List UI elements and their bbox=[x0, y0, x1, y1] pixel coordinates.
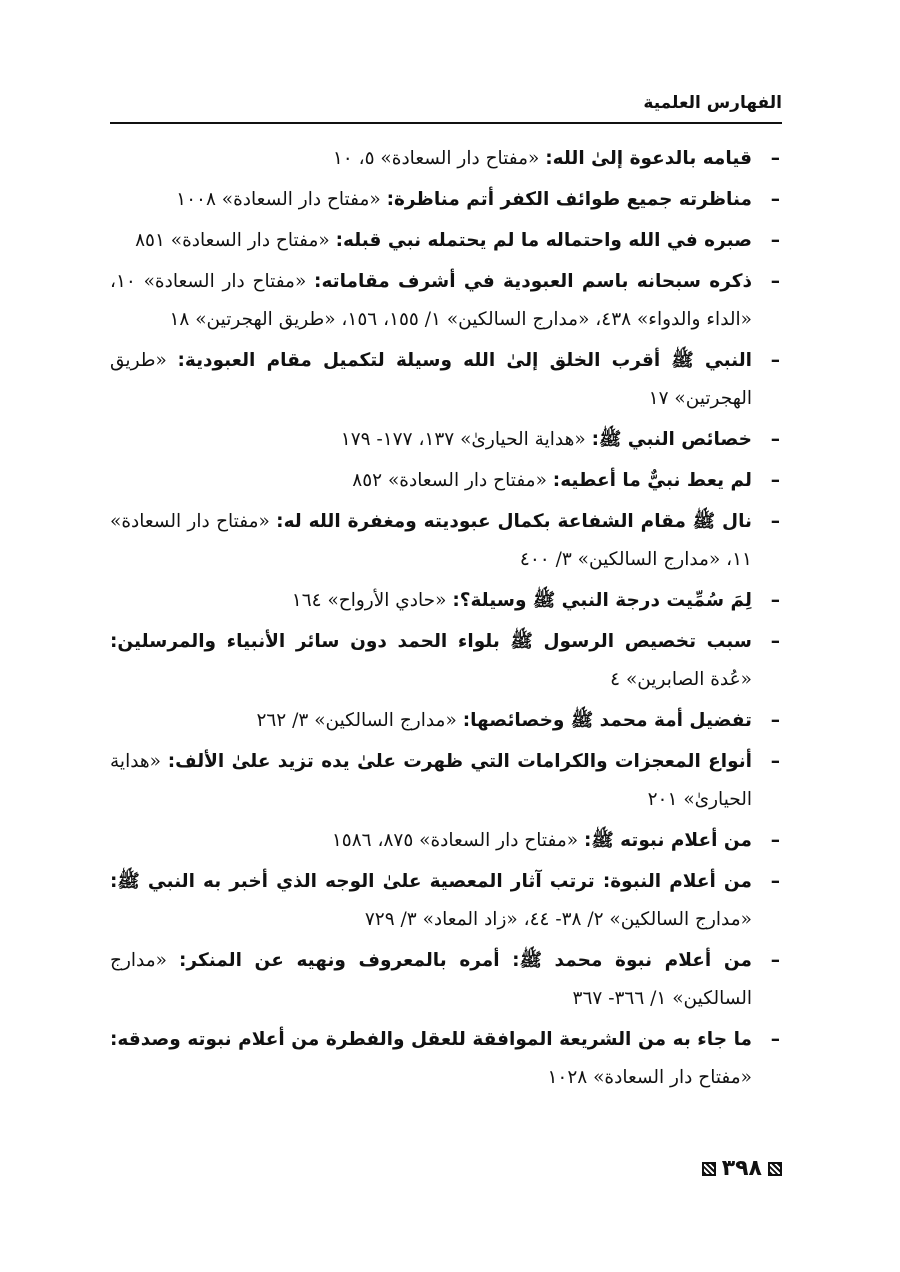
entry-topic: نال ﷺ مقام الشفاعة بكمال عبوديته ومغفرة الله له: bbox=[276, 511, 752, 532]
entry-topic: من أعلام نبوته ﷺ: bbox=[583, 830, 752, 851]
entry-refs: «هداية الحيارىٰ» ١٣٧، ١٧٧- ١٧٩ bbox=[340, 429, 586, 450]
entry-refs: «مفتاح دار السعادة» ١٠٢٨ bbox=[547, 1067, 752, 1088]
entry-dash: – bbox=[770, 590, 780, 611]
entry-dash: – bbox=[770, 871, 780, 892]
index-entry bbox=[110, 222, 782, 260]
entry-refs: «هداية الحيارىٰ» ٢٠١ bbox=[110, 751, 752, 810]
index-entry bbox=[110, 462, 782, 500]
header-rule bbox=[110, 122, 782, 124]
index-entries bbox=[110, 140, 782, 1100]
entry-refs: «مفتاح دار السعادة» ١١، «مدارج السالكين» ٣/ ٤٠٠ bbox=[110, 511, 752, 570]
entry-refs: «مفتاح دار السعادة» ٨٥١ bbox=[135, 230, 330, 251]
entry-topic: النبي ﷺ أقرب الخلق إلىٰ الله وسيلة لتكميل مقام العبودية: bbox=[177, 350, 752, 371]
index-entry bbox=[110, 503, 782, 579]
entry-refs: «مدارج السالكين» ٢/ ٣٨- ٤٤، «زاد المعاد» ٣/ ٧٢٩ bbox=[364, 909, 752, 930]
ornament-icon bbox=[768, 1162, 782, 1176]
index-entry bbox=[110, 702, 782, 740]
entry-dash: – bbox=[770, 470, 780, 491]
entry-refs: «مدارج السالكين» ١/ ٣٦٦- ٣٦٧ bbox=[110, 950, 752, 1009]
entry-dash: – bbox=[770, 230, 780, 251]
entry-dash: – bbox=[770, 1029, 780, 1050]
entry-refs: «طريق الهجرتين» ١٧ bbox=[110, 350, 752, 409]
entry-refs: «مفتاح دار السعادة» ١٠٠٨ bbox=[176, 189, 381, 210]
page-folio bbox=[680, 1152, 782, 1186]
entry-topic: تفضيل أمة محمد ﷺ وخصائصها: bbox=[462, 710, 752, 731]
entry-refs: «مفتاح دار السعادة» ٨٥٢ bbox=[352, 470, 547, 491]
entry-topic: سبب تخصيص الرسول ﷺ بلواء الحمد دون سائر الأنبياء والمرسلين: bbox=[110, 631, 752, 652]
entry-dash: – bbox=[770, 148, 780, 169]
index-entry bbox=[110, 582, 782, 620]
entry-dash: – bbox=[770, 710, 780, 731]
entry-topic: ذكره سبحانه باسم العبودية في أشرف مقاماته: bbox=[314, 271, 752, 292]
entry-dash: – bbox=[770, 350, 780, 371]
index-entry bbox=[110, 942, 782, 1018]
entry-dash: – bbox=[770, 429, 780, 450]
index-entry bbox=[110, 181, 782, 219]
entry-topic: قيامه بالدعوة إلىٰ الله: bbox=[545, 148, 752, 169]
entry-refs: «مدارج السالكين» ٣/ ٢٦٢ bbox=[256, 710, 457, 731]
index-entry bbox=[110, 140, 782, 178]
entry-dash: – bbox=[770, 950, 780, 971]
entry-topic: صبره في الله واحتماله ما لم يحتمله نبي قبله: bbox=[335, 230, 752, 251]
entry-refs: «مفتاح دار السعادة» ٨٧٥، ١٥٨٦ bbox=[331, 830, 579, 851]
entry-topic: من أعلام النبوة: ترتب آثار المعصية علىٰ الوجه الذي أخبر به النبي ﷺ: bbox=[110, 871, 752, 892]
entry-dash: – bbox=[770, 830, 780, 851]
running-title: الفهارس العلمية bbox=[643, 93, 782, 113]
entry-topic: أنواع المعجزات والكرامات التي ظهرت علىٰ يده تزيد علىٰ الألف: bbox=[167, 751, 752, 772]
entry-topic: ما جاء به من الشريعة الموافقة للعقل والفطرة من أعلام نبوته وصدقه: bbox=[110, 1029, 752, 1050]
entry-dash: – bbox=[770, 751, 780, 772]
ornament-icon bbox=[702, 1162, 716, 1176]
entry-topic: لم يعط نبيٌّ ما أعطيه: bbox=[552, 470, 752, 491]
entry-refs: «عُدة الصابرين» ٤ bbox=[610, 669, 752, 690]
entry-refs: «حادي الأرواح» ١٦٤ bbox=[291, 590, 447, 611]
entry-topic: مناظرته جميع طوائف الكفر أتم مناظرة: bbox=[386, 189, 752, 210]
entry-refs: «مفتاح دار السعادة» ١٠، «الداء والدواء» ٤٣٨، «مدارج السالكين» ١/ ١٥٥، ١٥٦، «طريق الهجرتين» ١٨ bbox=[110, 271, 752, 330]
index-entry bbox=[110, 1021, 782, 1097]
entry-dash: – bbox=[770, 189, 780, 210]
index-entry bbox=[110, 263, 782, 339]
index-entry bbox=[110, 863, 782, 939]
entry-topic: من أعلام نبوة محمد ﷺ: أمره بالمعروف ونهيه عن المنكر: bbox=[179, 950, 752, 971]
index-entry bbox=[110, 623, 782, 699]
entry-topic: خصائص النبي ﷺ: bbox=[591, 429, 752, 450]
index-entry bbox=[110, 743, 782, 819]
entry-refs: «مفتاح دار السعادة» ٥، ١٠ bbox=[332, 148, 540, 169]
entry-dash: – bbox=[770, 511, 780, 532]
index-entry bbox=[110, 342, 782, 418]
entry-dash: – bbox=[770, 271, 780, 292]
entry-dash: – bbox=[770, 631, 780, 652]
index-entry bbox=[110, 822, 782, 860]
entry-topic: لِمَ سُمِّيت درجة النبي ﷺ وسيلة؟: bbox=[452, 590, 752, 611]
index-entry bbox=[110, 421, 782, 459]
page-number: ٣٩٨ bbox=[721, 1156, 762, 1181]
